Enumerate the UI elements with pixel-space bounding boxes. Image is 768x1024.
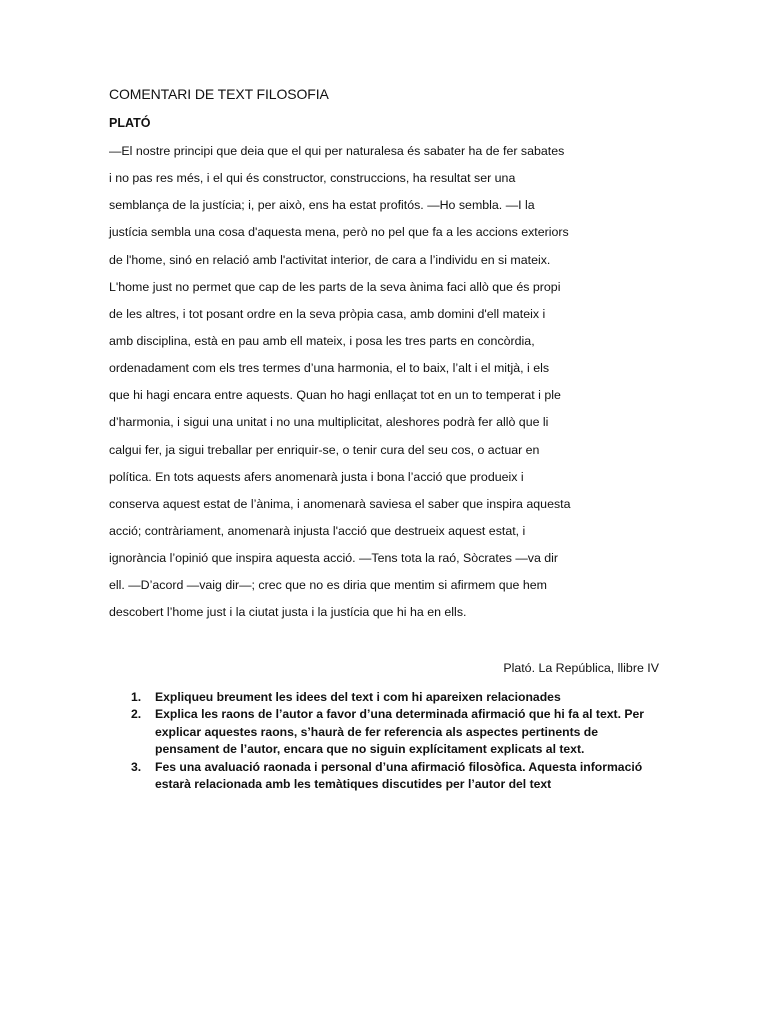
- question-number: 1.: [131, 690, 142, 704]
- text-line: de l'home, sinó en relació amb l'activitat interior, de cara a l’individu en si mateix.: [109, 252, 551, 267]
- text-line: amb disciplina, està en pau amb ell mateix, i posa les tres parts en concòrdia,: [109, 333, 535, 348]
- question-item: [131, 689, 669, 706]
- document-title: COMENTARI DE TEXT FILOSOFIA: [109, 86, 329, 102]
- text-line: ordenadament com els tres termes d’una harmonia, el to baix, l’alt i el mitjà, i els: [109, 361, 550, 376]
- text-line: descobert l’home just i la ciutat justa i la justícia que hi ha en ells.: [109, 605, 467, 620]
- question-text: Fes una avaluació raonada i personal d’una afirmació filosòfica. Aquesta informació: [155, 759, 643, 774]
- question-text: Explica les raons de l’autor a favor d’una determinada afirmació que hi fa al text. Per: [155, 707, 645, 722]
- question-number: 3.: [131, 759, 142, 774]
- questions-list: [131, 689, 669, 793]
- question-text: estarà relacionada amb les temàtiques discutides per l’autor del text: [155, 777, 552, 792]
- text-line: —El nostre principi que deia que el qui per naturalesa és sabater ha de fer sabates: [109, 144, 565, 158]
- text-line: semblança de la justícia; i, per això, ens ha estat profitós. —Ho sembla. —I la: [109, 198, 535, 213]
- text-line: que hi hagi encara entre aquests. Quan ho hagi enllaçat tot en un to temperat i ple: [109, 388, 561, 403]
- question-item: [131, 706, 669, 758]
- question-text: pensament de l’autor, encara que no siguin explícitament explicats al text.: [155, 742, 585, 757]
- question-text: explicar aquestes raons, s’haurà de fer referencia als aspectes pertinents de: [155, 724, 599, 739]
- text-line: de les altres, i tot posant ordre en la seva pròpia casa, amb domini d'ell mateix i: [109, 306, 546, 321]
- author-heading: PLATÓ: [109, 116, 151, 130]
- question-number: 2.: [131, 707, 142, 722]
- question-text: Expliqueu breument les idees del text i com hi apareixen relacionades: [155, 690, 561, 704]
- question-item: [131, 759, 669, 794]
- text-line: acció; contràriament, anomenarà injusta l'acció que destrueix aquest estat, i: [109, 523, 526, 538]
- text-line: d’harmonia, i sigui una unitat i no una multiplicitat, aleshores podrà fer allò que li: [109, 415, 549, 430]
- text-line: justícia sembla una cosa d'aquesta mena, però no pel que fa a les accions exteriors: [109, 225, 569, 240]
- text-line: ignorància l’opinió que inspira aquesta acció. —Tens tota la raó, Sòcrates —va dir: [109, 551, 559, 566]
- quoted-text: [109, 140, 669, 629]
- text-line: calgui fer, ja sigui treballar per enriquir-se, o tenir cura del seu cos, o actuar en: [109, 442, 540, 457]
- text-line: L'home just no permet que cap de les parts de la seva ànima faci allò que és propi: [109, 279, 561, 294]
- text-line: política. En tots aquests afers anomenarà justa i bona l’acció que produeix i: [109, 469, 524, 484]
- text-line: conserva aquest estat de l’ànima, i anomenarà saviesa el saber que inspira aquesta: [109, 496, 571, 511]
- text-line: i no pas res més, i el qui és constructor, construccions, ha resultat ser una: [109, 171, 516, 186]
- source-citation: Plató. La República, llibre IV: [503, 661, 659, 675]
- text-line: ell. —D’acord —vaig dir—; crec que no es diria que mentim si afirmem que hem: [109, 578, 547, 593]
